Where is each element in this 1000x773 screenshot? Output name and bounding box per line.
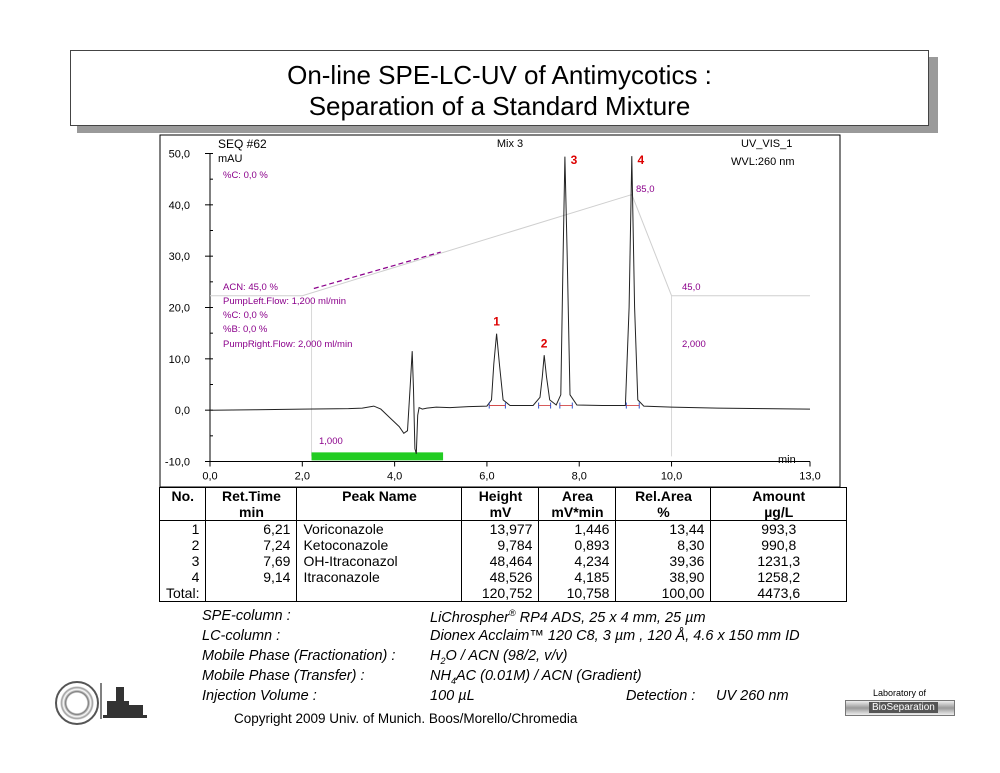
- cell-ret-time: 9,14: [206, 569, 297, 585]
- title-line-2: Separation of a Standard Mixture: [308, 91, 691, 121]
- header-right-label: UV_VIS_1: [741, 138, 793, 150]
- header-peak-name: Peak Name: [297, 488, 462, 505]
- detection-value: UV 260 nm: [716, 688, 789, 704]
- x-tick-label: 0,0: [202, 470, 218, 483]
- cell-no: 4: [160, 569, 206, 585]
- annotation-b-pct: %B: 0,0 %: [223, 324, 268, 335]
- unit-rel-area: %: [616, 504, 711, 521]
- institute-logo: [99, 683, 149, 721]
- x-tick-label: 4,0: [386, 470, 403, 483]
- cell-no: 1: [160, 521, 206, 538]
- table-total-row: [160, 585, 847, 602]
- table-row: [160, 569, 847, 585]
- header-area: Area: [539, 488, 616, 505]
- unit-ret-time: min: [206, 504, 297, 521]
- mobile-phase-fractionation-value: [430, 648, 567, 666]
- cell-rel-area: 38,90: [616, 569, 711, 585]
- cell-amount: 1231,3: [711, 553, 847, 569]
- cell-height: 48,464: [462, 553, 539, 569]
- header-left-label: SEQ #62: [218, 137, 267, 151]
- y-axis-unit: mAU: [218, 153, 243, 165]
- mp-trans-formula-a: NH: [430, 668, 451, 684]
- cell-area: 1,446: [539, 521, 616, 538]
- cell-peak-name: Ketoconazole: [297, 537, 462, 553]
- spe-column-spec: RP4 ADS, 25 x 4 mm, 25 µm: [515, 609, 706, 626]
- copyright-text: Copyright 2009 Univ. of Munich. Boos/Morello/Chromedia: [234, 711, 578, 726]
- peak-label: 3: [570, 153, 578, 168]
- table-header-row: [160, 488, 847, 505]
- cell-total-amount: 4473,6: [711, 585, 847, 602]
- cell-rel-area: 8,30: [616, 537, 711, 553]
- table-unit-row: [160, 504, 847, 521]
- table-row: [160, 521, 847, 538]
- y-tick-label: -10,0: [164, 456, 190, 469]
- cell-peak-name: OH-Itraconazol: [297, 553, 462, 569]
- mp-frac-formula-sub: 2: [440, 655, 446, 666]
- annotation-acn-end: 45,0: [682, 282, 701, 293]
- header-ret-time: Ret.Time: [206, 488, 297, 505]
- university-seal-logo: [55, 681, 99, 725]
- chart-title: Mix 3: [496, 138, 524, 150]
- registered-mark: ®: [509, 608, 516, 618]
- injection-volume-label: Injection Volume :: [202, 688, 317, 704]
- cell-height: 48,526: [462, 569, 539, 585]
- annotation-c-initial: %C: 0,0 %: [223, 170, 268, 181]
- mobile-phase-fractionation-label: Mobile Phase (Fractionation) :: [202, 648, 396, 664]
- title-line-1: On-line SPE-LC-UV of Antimycotics :: [287, 60, 712, 90]
- cell-area: 4,234: [539, 553, 616, 569]
- peak-label: 4: [637, 153, 645, 168]
- results-table: [159, 487, 847, 602]
- injection-volume-value: 100 µL: [430, 688, 475, 704]
- cell-peak-name: Itraconazole: [297, 569, 462, 585]
- header-height: Height: [462, 488, 539, 505]
- lc-column-label: LC-column :: [202, 628, 281, 644]
- cell-total-rel-area: 100,00: [616, 585, 711, 602]
- x-tick-label: 10,0: [660, 470, 683, 483]
- mobile-phase-transfer-label: Mobile Phase (Transfer) :: [202, 668, 365, 684]
- unit-amount: µg/L: [711, 504, 847, 521]
- cell-amount: 990,8: [711, 537, 847, 553]
- unit-area: mV*min: [539, 504, 616, 521]
- mp-frac-formula-b: O / ACN (98/2, v/v): [445, 648, 568, 664]
- lab-logo-line2: BioSeparation: [869, 702, 938, 713]
- x-tick-label: 8,0: [571, 470, 587, 483]
- unit-height: mV: [462, 504, 539, 521]
- unit-peak-name: [297, 504, 462, 521]
- valve-switch-bar: [312, 452, 444, 460]
- cell-area: 4,185: [539, 569, 616, 585]
- y-tick-label: 30,0: [168, 251, 190, 264]
- cell-total-height: 120,752: [462, 585, 539, 602]
- wavelength-label: WVL:260 nm: [731, 156, 795, 168]
- y-tick-label: 0,0: [174, 405, 190, 418]
- annotation-pump-left: PumpLeft.Flow: 1,200 ml/min: [223, 296, 347, 307]
- cell-ret-time: 7,24: [206, 537, 297, 553]
- mp-frac-formula-a: H: [430, 648, 441, 664]
- x-tick-label: 2,0: [294, 470, 310, 483]
- cell-rel-area: 39,36: [616, 553, 711, 569]
- cell-height: 13,977: [462, 521, 539, 538]
- peak-label: 1: [493, 314, 500, 329]
- x-tick-label: 6,0: [479, 470, 495, 483]
- spe-column-name: LiChrospher: [430, 609, 509, 626]
- cell-total-area: 10,758: [539, 585, 616, 602]
- cell-peak-name: Voriconazole: [297, 521, 462, 538]
- mp-trans-formula-b: AC (0.01M) / ACN (Gradient): [455, 668, 642, 684]
- annotation-flow-end: 2,000: [682, 339, 706, 350]
- y-tick-label: 50,0: [168, 148, 190, 161]
- y-tick-label: 40,0: [168, 199, 190, 212]
- cell-amount: 993,3: [711, 521, 847, 538]
- unit-no: [160, 504, 206, 521]
- cell-ret-time: 6,21: [206, 521, 297, 538]
- annotation-pump-right: PumpRight.Flow: 2,000 ml/min: [223, 339, 353, 350]
- table-row: [160, 553, 847, 569]
- spe-column-label: SPE-column :: [202, 608, 291, 624]
- lc-column-value: Dionex Acclaim™ 120 C8, 3 µm , 120 Å, 4.6 x 150 mm ID: [430, 628, 800, 644]
- cell-total-empty: [297, 585, 462, 602]
- annotation-c-pct: %C: 0,0 %: [223, 310, 268, 321]
- cell-total-label: Total:: [160, 585, 206, 602]
- spe-column-value: [430, 608, 706, 626]
- annotation-acn-peak: 85,0: [636, 184, 655, 195]
- annotation-acn: ACN: 45,0 %: [223, 282, 278, 293]
- cell-total-empty: [206, 585, 297, 602]
- bioseparation-lab-logo: [845, 688, 955, 718]
- detection-label: Detection :: [626, 688, 696, 704]
- x-axis-unit: min: [778, 454, 796, 466]
- cell-rel-area: 13,44: [616, 521, 711, 538]
- mp-trans-formula-sub: 4: [450, 675, 456, 686]
- mobile-phase-transfer-value: [430, 668, 642, 686]
- cell-amount: 1258,2: [711, 569, 847, 585]
- peak-label: 2: [540, 336, 548, 351]
- y-tick-label: 20,0: [168, 302, 190, 315]
- header-no: No.: [160, 488, 206, 505]
- cell-area: 0,893: [539, 537, 616, 553]
- cell-no: 3: [160, 553, 206, 569]
- annotation-valve-label: 1,000: [319, 436, 343, 447]
- cell-height: 9,784: [462, 537, 539, 553]
- lab-logo-line1: Laboratory of: [873, 688, 927, 698]
- table-row: [160, 537, 847, 553]
- header-rel-area: Rel.Area: [616, 488, 711, 505]
- cell-no: 2: [160, 537, 206, 553]
- header-amount: Amount: [711, 488, 847, 505]
- y-tick-label: 10,0: [168, 353, 190, 366]
- cell-ret-time: 7,69: [206, 553, 297, 569]
- x-tick-label: 13,0: [799, 470, 821, 483]
